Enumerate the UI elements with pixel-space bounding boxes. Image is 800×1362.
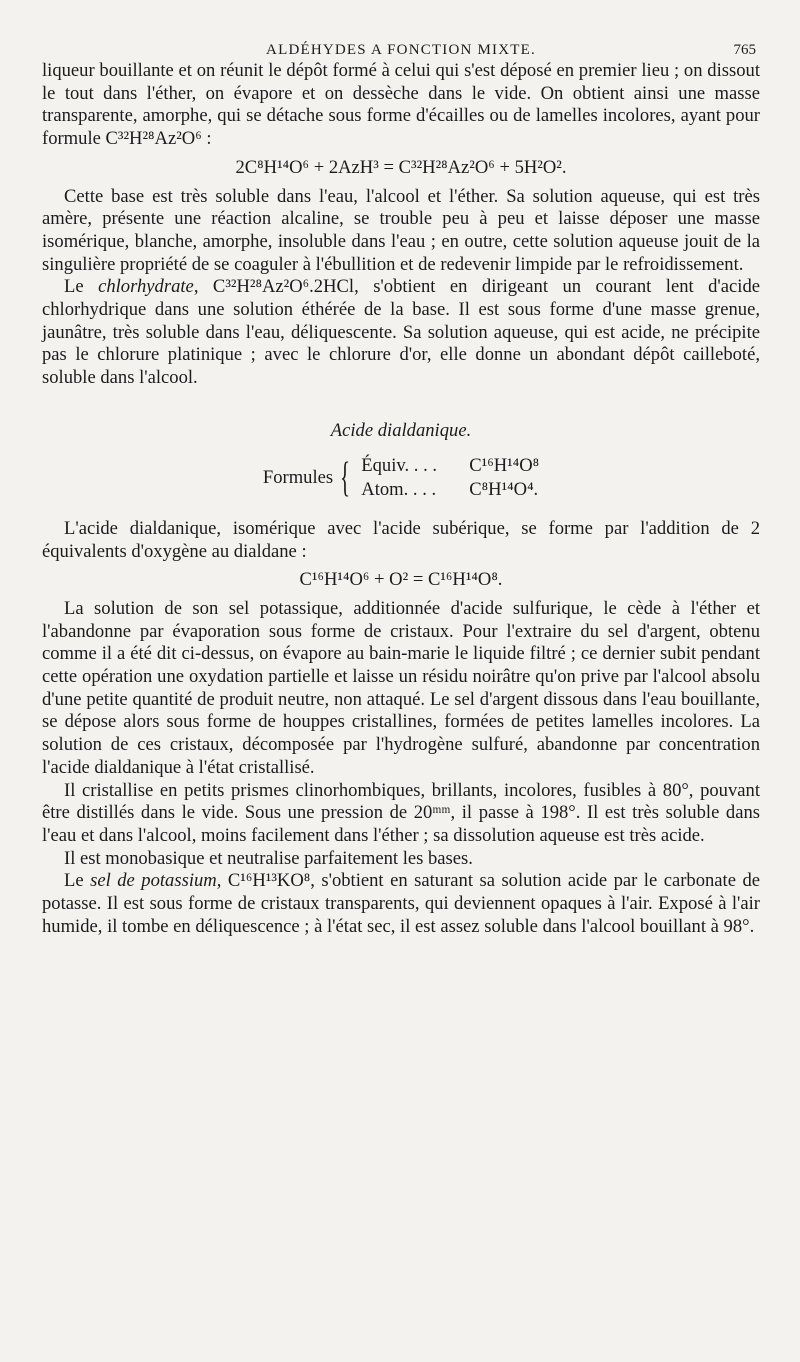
page-number: 765 [733, 42, 756, 58]
equation-base-formation: 2C⁸H¹⁴O⁶ + 2AzH³ = C³²H²⁸Az²O⁶ + 5H²O². [235, 156, 567, 178]
formule-value-atom: C⁸H¹⁴O⁴. [469, 478, 539, 500]
formule-label-equiv: Équiv. . . . [361, 454, 438, 476]
paragraph-base-properties: Cette base est très soluble dans l'eau, l'alcool et l'éther. Sa solution aqueuse, qui est très amère, présente une réaction alcaline, se trouble peu à peu et laisse déposer une masse isomérique, blanche, amorphe, insoluble dans l'eau ; en outre, cette solution aqueuse jouit de la singulière propriété de se coaguler à l'ébullition et de redevenir limpide par le refroidissement. [42, 185, 760, 275]
formule-label-atom: Atom. . . . [361, 478, 437, 500]
formule-row-equiv [361, 454, 539, 478]
formules-rows [361, 454, 539, 502]
equation-oxidation: C¹⁶H¹⁴O⁶ + O² = C¹⁶H¹⁴O⁸. [299, 569, 503, 591]
formule-value-equiv: C¹⁶H¹⁴O⁸ [469, 454, 540, 476]
formules-block [42, 454, 760, 502]
para8-start: Le [64, 870, 91, 892]
para3-rest: , C³²H²⁸Az²O⁶.2HCl, s'obtient en dirigeant un courant lent d'acide chlorhydrique dans une solution éthérée de la base. Il est sous forme d'une masse grenue, jaunâtre, très soluble dans l'eau, déliquescente. Sa solution aqueuse, qui est acide, ne précipite pas le chlorure platinique ; avec le chlorure d'or, elle donne un abondant dépôt cailleboté, soluble dans l'alcool. [42, 276, 760, 389]
running-title: ALDÉHYDES A FONCTION MIXTE. [266, 42, 536, 58]
paragraph-crystallization: Il cristallise en petits prismes clinorhombiques, brillants, incolores, fusibles à 80°, pouvant être distillés dans le vide. Sous une pression de 20ᵐᵐ, il passe à 198°. Il est très soluble dans l'eau et dans l'alcool, moins facilement dans l'éther ; sa dissolution aqueuse est très acide. [42, 779, 760, 846]
page-header [42, 0, 760, 60]
para3-start: Le [64, 276, 99, 298]
paragraph-acid-formation: L'acide dialdanique, isomérique avec l'acide subérique, se forme par l'addition de 2 équivalents d'oxygène au dialdane : [42, 517, 760, 562]
formule-row-atom [361, 478, 539, 502]
section-title: Acide dialdanique. [330, 419, 472, 441]
term-chlorhydrate: chlorhydrate [98, 276, 194, 298]
formules-label: Formules [262, 466, 334, 488]
paragraph-monobasic: Il est monobasique et neutralise parfaitement les bases. [64, 847, 473, 869]
paragraph-continuation: liqueur bouillante et on réunit le dépôt formé à celui qui s'est déposé en premier lieu ; on dissout le tout dans l'éther, on évapore et on dessèche dans le vide. On obtient ainsi une masse transparente, amorphe, qui se détache sous forme d'écailles ou de lamelles incolores, ayant pour formule C³²H²⁸Az²O⁶ : [42, 60, 760, 150]
paragraph-potassium-salt [42, 870, 760, 938]
brace-icon: { [340, 454, 351, 501]
paragraph-chlorhydrate [42, 276, 760, 390]
para8-rest: , C¹⁶H¹³KO⁸, s'obtient en saturant sa solution acide par le carbonate de potasse. Il est sous forme de cristaux transparents, qui deviennent opaques à l'air. Exposé à l'air humide, il tombe en déliquescence ; à l'état sec, il est assez soluble dans l'alcool bouillant à 98°. [42, 870, 761, 937]
term-sel-de-potassium: sel de potassium [90, 870, 217, 892]
paragraph-extraction: La solution de son sel potassique, additionnée d'acide sulfurique, le cède à l'éther et l'abandonne par évaporation sous forme de cristaux. Pour l'extraire du sel d'argent, obtenu comme il a été dit ci-dessus, on évapore au bain-marie le liquide filtré ; ce dernier subit pendant cette opération une oxydation partielle et laisse un résidu noirâtre qu'on prive par l'alcool absolu d'une petite quantité de produit neutre, non attaqué. Le sel d'argent dissous dans l'eau bouillante, se dépose alors sous forme de houppes cristallines, formées de petites lamelles incolores. La solution de ces cristaux, décomposée par l'hydrogène sulfuré, abandonne par concentration l'acide dialdanique à l'état cristallisé. [42, 597, 760, 778]
